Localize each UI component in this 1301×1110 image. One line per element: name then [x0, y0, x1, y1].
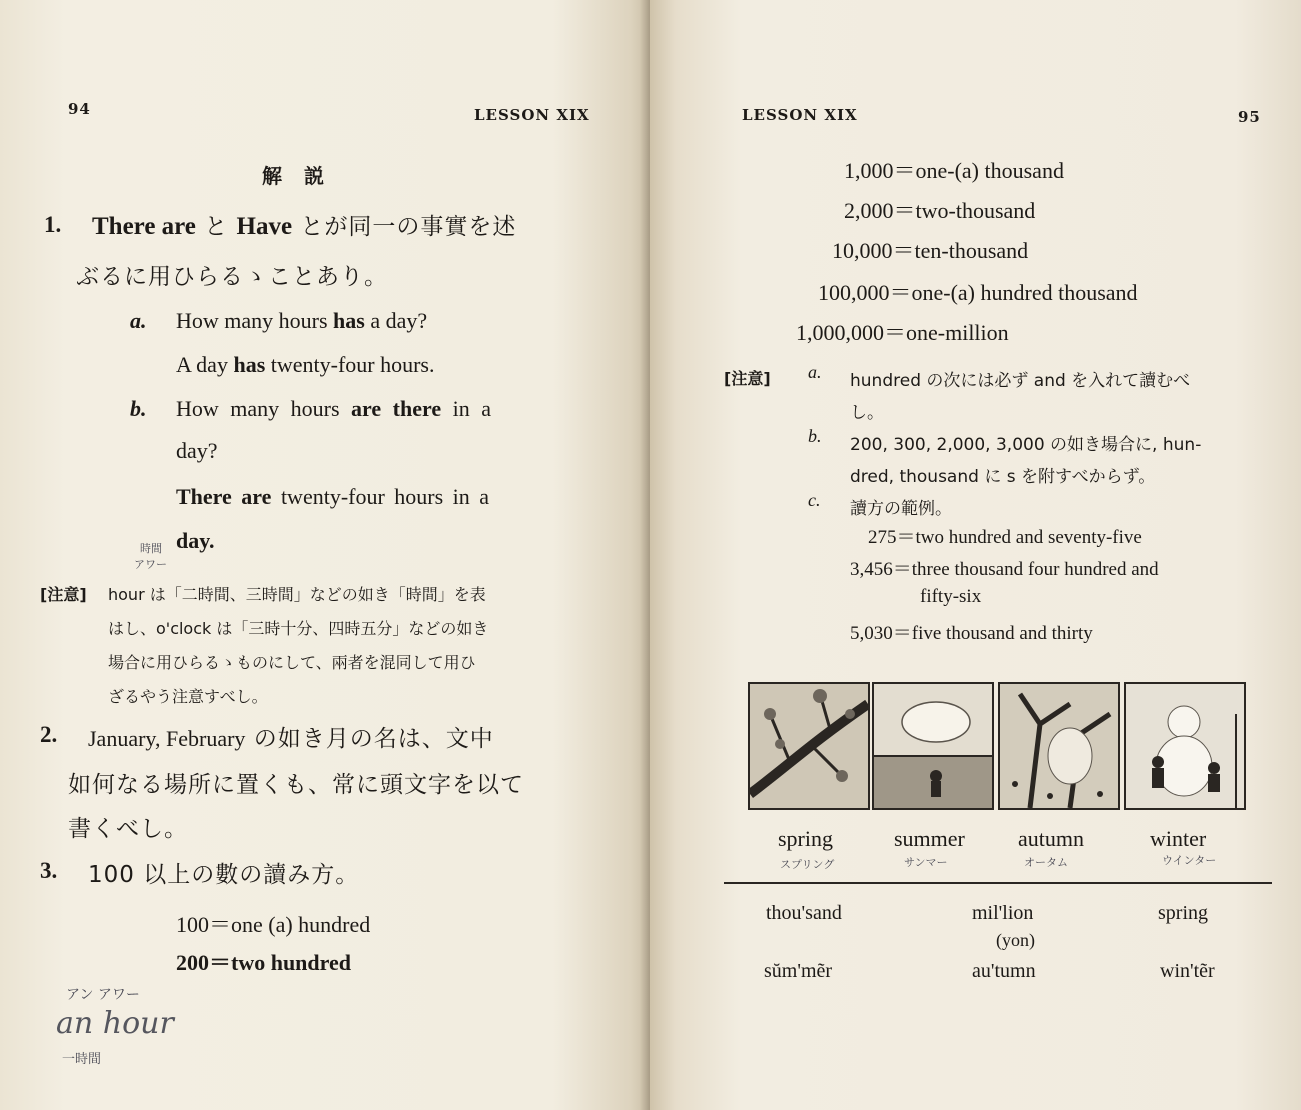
section-title: 解 説	[262, 164, 325, 188]
sub-label-a: a.	[130, 308, 147, 333]
item-number: 3.	[40, 858, 58, 883]
example-reading: 275＝two hundred and seventy-five	[868, 527, 1142, 548]
item-number: 2.	[40, 722, 58, 747]
example-b-question	[176, 396, 491, 422]
note-label: [注意]	[724, 369, 771, 388]
note-line: ざるやう注意すべし。	[108, 687, 268, 706]
left-page	[0, 0, 650, 1110]
number-reading: 100＝one (a) hundred	[176, 912, 371, 937]
number-reading: 2,000＝two-thousand	[844, 198, 1036, 223]
number-reading: 100,000＝one-(a) hundred thousand	[818, 280, 1138, 305]
example-b-answer	[176, 484, 489, 510]
divider-rule	[724, 882, 1272, 884]
handwritten-kana: オータム	[1024, 856, 1068, 869]
bold-text: has	[333, 308, 365, 333]
pronunciation-word: au'tumn	[972, 960, 1036, 982]
note-line: hour は「二時間、三時間」などの如き「時間」を表	[108, 585, 486, 604]
jp-text: とが同一の事實を述	[292, 214, 517, 240]
handwritten-note: アン アワー	[66, 987, 140, 1003]
text: twenty-four hours.	[265, 352, 435, 377]
note-line: hundred の次には必ず and を入れて讀むべ	[850, 371, 1191, 391]
page-number: 94	[68, 100, 91, 118]
text: A day	[176, 352, 234, 377]
item2-line1	[88, 720, 494, 753]
handwritten-note: 時間	[140, 542, 162, 555]
running-header: LESSON XIX	[742, 106, 858, 124]
have-text: Have	[236, 213, 293, 240]
sub-label-b: b.	[130, 396, 147, 421]
handwritten-kana: スプリング	[780, 858, 835, 871]
note-sub-label: a.	[808, 362, 822, 382]
note-line: 200, 300, 2,000, 3,000 の如き場合に, hun-	[850, 435, 1202, 455]
jp-to: と	[195, 214, 237, 240]
winter-illustration	[1124, 682, 1246, 810]
season-label: winter	[1150, 826, 1207, 851]
example-a-question	[176, 308, 427, 334]
pronunciation-word: thou'sand	[766, 902, 842, 924]
season-label: summer	[894, 826, 965, 851]
season-label: spring	[778, 826, 833, 851]
item1-line2: ぶるに用ひらるゝことあり。	[76, 264, 388, 290]
right-page	[650, 0, 1301, 1110]
note-label: [注意]	[40, 585, 87, 604]
month-names: January, February	[88, 726, 246, 751]
handwritten-note: アワー	[134, 558, 167, 571]
example-b-answer-cont: day.	[176, 528, 215, 553]
running-header: LESSON XIX	[474, 106, 590, 124]
text: a day?	[364, 308, 428, 333]
text: How many hours	[176, 308, 334, 333]
pronunciation-word: mil'lion	[972, 902, 1034, 924]
note-line: 場合に用ひらるゝものにして、兩者を混同して用ひ	[108, 653, 476, 672]
note-line: dred, thousand に s を附すべからず。	[850, 467, 1156, 487]
example-reading: 5,030＝five thousand and thirty	[850, 623, 1093, 644]
number-reading: 1,000＝one-(a) thousand	[844, 158, 1064, 183]
example-b-question-cont: day?	[176, 438, 218, 463]
jp-text: の如き月の名は、文中	[245, 726, 494, 752]
note-sub-label: b.	[808, 426, 822, 446]
bold-text: are there	[351, 396, 442, 421]
handwritten-kana: サンマー	[904, 856, 948, 869]
pronunciation-word: sŭm'mẽr	[764, 960, 833, 982]
example-reading: 3,456＝three thousand four hundred and	[850, 559, 1159, 580]
summer-illustration	[872, 682, 994, 810]
note-sub-label: c.	[808, 490, 821, 510]
bold-text: has	[233, 352, 266, 377]
text: twenty-four hours in a	[271, 484, 490, 509]
number-reading: 1,000,000＝one-million	[796, 320, 1009, 345]
text: in a	[441, 396, 492, 421]
item2-line3: 書くべし。	[68, 816, 188, 842]
example-reading: fifty-six	[920, 586, 982, 607]
example-a-answer	[176, 352, 435, 378]
spring-illustration	[748, 682, 870, 810]
season-label: autumn	[1018, 826, 1084, 851]
pronunciation-note: (yon)	[996, 930, 1035, 950]
page-number: 95	[1238, 108, 1261, 126]
number-reading: 10,000＝ten-thousand	[832, 238, 1029, 263]
note-line: 讀方の範例。	[850, 499, 952, 519]
handwritten-note: an hour	[56, 1006, 174, 1041]
note-line: はし、o'clock は「三時十分、四時五分」などの如き	[108, 619, 489, 638]
bold-text: There are	[176, 484, 272, 509]
note-line: し。	[850, 403, 884, 423]
handwritten-kana: ウインター	[1162, 854, 1217, 867]
pronunciation-word: win'tẽr	[1160, 960, 1215, 982]
item3-title: 100 以上の數の讀み方。	[88, 862, 360, 888]
item-number: 1.	[44, 212, 62, 237]
handwritten-note: 一時間	[62, 1052, 102, 1067]
autumn-illustration	[998, 682, 1120, 810]
pronunciation-word: spring	[1158, 902, 1208, 924]
number-reading: 200＝two hundred	[176, 950, 352, 975]
text: How many hours	[176, 396, 352, 421]
there-are-text: There are	[92, 213, 196, 240]
item1-line1	[92, 208, 516, 241]
item2-line2: 如何なる場所に置くも、常に頭文字を以て	[68, 772, 524, 798]
